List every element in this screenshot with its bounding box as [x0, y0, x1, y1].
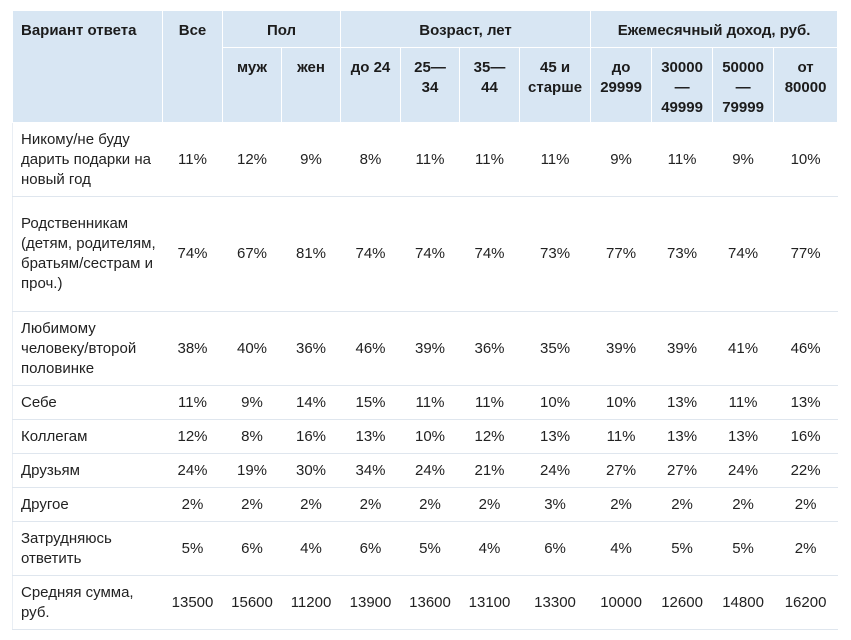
table-cell: 16% — [774, 420, 838, 454]
table-cell: 14800 — [713, 576, 774, 630]
table-cell: 4% — [460, 522, 520, 576]
table-cell: 11% — [591, 420, 652, 454]
table-cell: 41% — [713, 312, 774, 386]
table-cell: 11% — [652, 123, 713, 197]
survey-table — [12, 10, 838, 630]
table-cell: 10% — [401, 420, 460, 454]
table-cell: 39% — [591, 312, 652, 386]
table-cell: 46% — [774, 312, 838, 386]
table-cell: 46% — [341, 312, 401, 386]
table-cell: 35% — [520, 312, 591, 386]
table-cell: 11% — [460, 386, 520, 420]
table-cell: 15% — [341, 386, 401, 420]
header-subcol: от 80000 — [774, 48, 838, 123]
table-cell: 27% — [591, 454, 652, 488]
row-label: Коллегам — [13, 420, 163, 454]
table-cell: 24% — [163, 454, 223, 488]
table-cell: 16% — [282, 420, 341, 454]
header-group-income: Ежемесячный доход, руб. — [591, 11, 838, 48]
table-cell: 11% — [520, 123, 591, 197]
table-cell: 11% — [713, 386, 774, 420]
table-row — [13, 123, 838, 197]
table-cell: 9% — [223, 386, 282, 420]
table-cell: 11% — [401, 123, 460, 197]
table-cell: 10% — [520, 386, 591, 420]
table-cell: 73% — [652, 197, 713, 312]
table-cell: 2% — [774, 522, 838, 576]
table-cell: 34% — [341, 454, 401, 488]
table-cell: 2% — [460, 488, 520, 522]
table-cell: 11% — [401, 386, 460, 420]
table-cell: 13% — [652, 386, 713, 420]
table-cell: 39% — [401, 312, 460, 386]
table-cell: 6% — [520, 522, 591, 576]
table-cell: 2% — [223, 488, 282, 522]
header-variant: Вариант ответа — [13, 11, 163, 123]
table-cell: 13% — [774, 386, 838, 420]
table-cell: 11% — [163, 386, 223, 420]
header-subcol: 50000 — 79999 — [713, 48, 774, 123]
table-cell: 13300 — [520, 576, 591, 630]
table-cell: 10% — [591, 386, 652, 420]
table-cell: 81% — [282, 197, 341, 312]
row-label: Затрудняюсь ответить — [13, 522, 163, 576]
table-cell: 2% — [774, 488, 838, 522]
table-cell: 6% — [341, 522, 401, 576]
table-cell: 5% — [163, 522, 223, 576]
table-cell: 9% — [591, 123, 652, 197]
table-cell: 74% — [401, 197, 460, 312]
table-cell: 38% — [163, 312, 223, 386]
table-row — [13, 454, 838, 488]
table-cell: 3% — [520, 488, 591, 522]
table-cell: 5% — [401, 522, 460, 576]
table-cell: 13% — [713, 420, 774, 454]
row-label: Себе — [13, 386, 163, 420]
table-row — [13, 312, 838, 386]
table-cell: 2% — [591, 488, 652, 522]
header-all: Все — [163, 11, 223, 123]
table-cell: 24% — [713, 454, 774, 488]
table-cell: 2% — [163, 488, 223, 522]
table-body — [13, 123, 838, 630]
row-label: Родственникам (детям, родителям, братьям/сестрам и проч.) — [13, 197, 163, 312]
table-row — [13, 197, 838, 312]
table-cell: 27% — [652, 454, 713, 488]
table-cell: 16200 — [774, 576, 838, 630]
table-cell: 24% — [401, 454, 460, 488]
header-subcol: 30000 — 49999 — [652, 48, 713, 123]
header-subcol: муж — [223, 48, 282, 123]
table-cell: 10% — [774, 123, 838, 197]
table-cell: 21% — [460, 454, 520, 488]
table-cell: 2% — [652, 488, 713, 522]
table-cell: 77% — [774, 197, 838, 312]
table-cell: 22% — [774, 454, 838, 488]
table-cell: 5% — [652, 522, 713, 576]
table-row — [13, 420, 838, 454]
table-cell: 4% — [282, 522, 341, 576]
table-cell: 12% — [163, 420, 223, 454]
table-row — [13, 576, 838, 630]
table-cell: 6% — [223, 522, 282, 576]
table-header — [13, 11, 838, 123]
table-cell: 8% — [223, 420, 282, 454]
table-cell: 13100 — [460, 576, 520, 630]
table-cell: 13500 — [163, 576, 223, 630]
table-cell: 67% — [223, 197, 282, 312]
header-group-age: Возраст, лет — [341, 11, 591, 48]
header-subcol: 45 и старше — [520, 48, 591, 123]
row-label: Другое — [13, 488, 163, 522]
table-cell: 15600 — [223, 576, 282, 630]
table-cell: 24% — [520, 454, 591, 488]
table-cell: 12% — [460, 420, 520, 454]
table-cell: 74% — [460, 197, 520, 312]
table-cell: 2% — [713, 488, 774, 522]
table-cell: 10000 — [591, 576, 652, 630]
table-cell: 74% — [341, 197, 401, 312]
table-cell: 74% — [713, 197, 774, 312]
table-cell: 11200 — [282, 576, 341, 630]
table-cell: 13% — [341, 420, 401, 454]
table-cell: 19% — [223, 454, 282, 488]
row-label: Средняя сумма, руб. — [13, 576, 163, 630]
table-row — [13, 386, 838, 420]
table-cell: 9% — [713, 123, 774, 197]
table-cell: 2% — [401, 488, 460, 522]
table-cell: 39% — [652, 312, 713, 386]
table-cell: 13% — [520, 420, 591, 454]
table-cell: 11% — [460, 123, 520, 197]
header-subcol: до 24 — [341, 48, 401, 123]
table-cell: 74% — [163, 197, 223, 312]
header-subcol: жен — [282, 48, 341, 123]
table-cell: 9% — [282, 123, 341, 197]
table-cell: 36% — [460, 312, 520, 386]
header-subcol: до 29999 — [591, 48, 652, 123]
table-cell: 13600 — [401, 576, 460, 630]
row-label: Любимому человеку/второй половинке — [13, 312, 163, 386]
row-label: Друзьям — [13, 454, 163, 488]
table-cell: 12% — [223, 123, 282, 197]
table-cell: 40% — [223, 312, 282, 386]
header-subcol: 35— 44 — [460, 48, 520, 123]
table-row — [13, 488, 838, 522]
table-cell: 36% — [282, 312, 341, 386]
table-cell: 12600 — [652, 576, 713, 630]
table-row — [13, 522, 838, 576]
table-cell: 13% — [652, 420, 713, 454]
table-cell: 30% — [282, 454, 341, 488]
table-cell: 14% — [282, 386, 341, 420]
table-cell: 4% — [591, 522, 652, 576]
table-cell: 73% — [520, 197, 591, 312]
table-cell: 2% — [341, 488, 401, 522]
header-subcol: 25— 34 — [401, 48, 460, 123]
table-cell: 77% — [591, 197, 652, 312]
table-cell: 8% — [341, 123, 401, 197]
row-label: Никому/не буду дарить подарки на новый год — [13, 123, 163, 197]
header-group-gender: Пол — [223, 11, 341, 48]
table-cell: 5% — [713, 522, 774, 576]
table-cell: 11% — [163, 123, 223, 197]
table-cell: 13900 — [341, 576, 401, 630]
table-cell: 2% — [282, 488, 341, 522]
